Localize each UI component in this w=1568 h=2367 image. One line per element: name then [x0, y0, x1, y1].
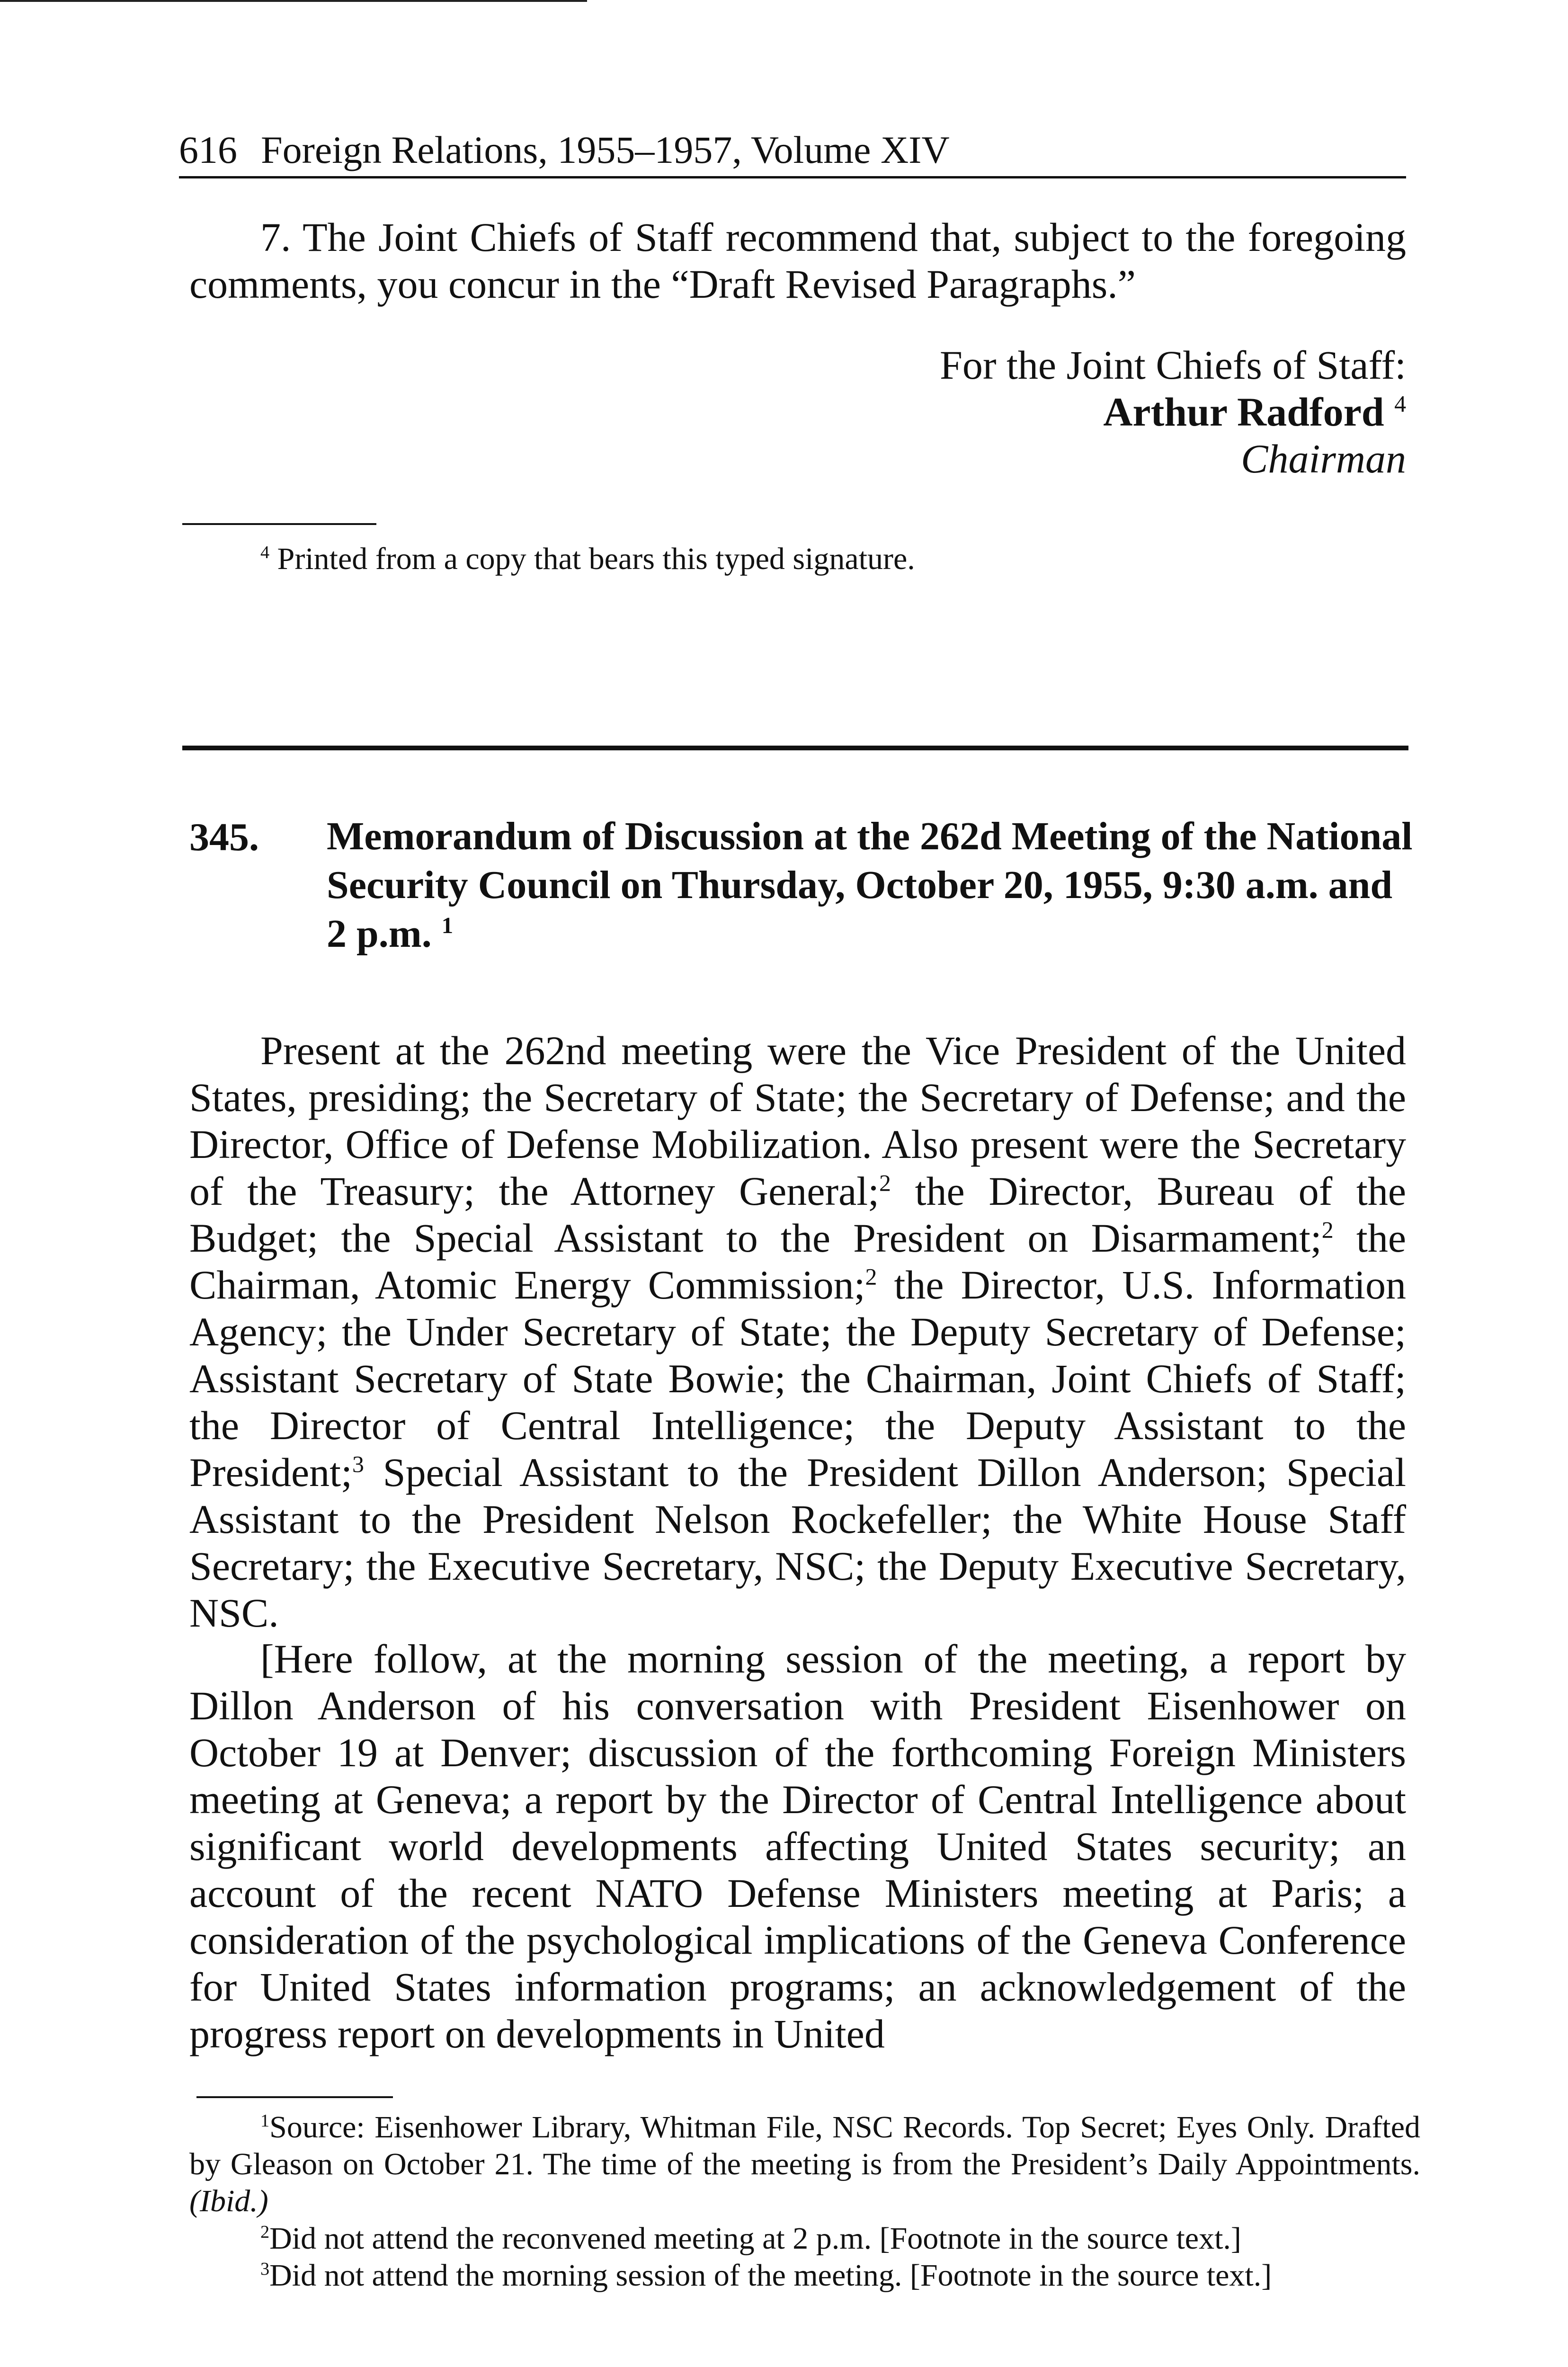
- footnote-text: Did not attend the morning session of the meeting. [Footnote in the source text.]: [269, 2258, 1272, 2293]
- footnote-1: [189, 2109, 1420, 2220]
- footnote-rule: [182, 523, 376, 525]
- document-number: 345.: [189, 815, 259, 859]
- footnote-rule: [196, 2096, 393, 2098]
- footnote-marker: 1: [260, 2111, 270, 2131]
- running-header: [179, 124, 1406, 178]
- footnote-marker: 3: [260, 2259, 270, 2279]
- footnote-text: Printed from a copy that bears this typed signature.: [277, 542, 915, 576]
- text-run: the Director, U.S. Information Agency; the Under Secretary of State; the Deputy Secretary of Defense; Assistant Secretary of State Bowie; the Chairman, Joint Chiefs of Staff; the Director of Central Intelligence; the Deputy Assistant to the President;: [189, 1262, 1406, 1495]
- footnote-marker: 2: [260, 2222, 270, 2242]
- document-title-text: Memorandum of Discussion at the 262d Meeting of the National Security Council on Thursday, October 20, 1955, 9:30 a.m. and 2 p.m.: [327, 814, 1413, 956]
- footnote-marker: 4: [260, 543, 270, 562]
- footnote-ref: 2: [879, 1170, 891, 1196]
- footnote-text: Source: Eisenhower Library, Whitman File, NSC Records. Top Secret; Eyes Only. Drafted by Gleason on October 21. The time of the meeting is from the President’s Daily Appointments.: [189, 2110, 1420, 2181]
- footnote-2: [189, 2220, 1420, 2257]
- scan-edge-rule: [0, 0, 587, 2]
- footnote-ref: 1: [441, 913, 454, 938]
- document-title: [327, 812, 1416, 958]
- text-run: [Here follow, at the morning session of the meeting, a report by Dillon Anderson of his conversation with President Eisenhower on October 19 at Denver; discussion of the forthcoming Foreign Ministers meeting at Geneva; a report by the Director of Central Intelligence about significant world developments affecting United States security; an account of the recent NATO Defense Ministers meeting at Paris; a consideration of the psychological implications of the Geneva Conference for United States information programs; an acknowledgement of the progress report on developments in United: [189, 1636, 1406, 2056]
- footnote-ref: 4: [1394, 391, 1406, 417]
- running-title: Foreign Relations, 1955–1957, Volume XIV: [261, 128, 950, 171]
- footnote-ref: 2: [865, 1264, 877, 1290]
- paragraph-7: [189, 214, 1406, 308]
- bracketed-summary-paragraph: [189, 1636, 1406, 2057]
- text-run: the Director, Bureau of the Budget; the Special Assistant to the President on Disarmament;: [189, 1168, 1406, 1261]
- signature-block: [940, 342, 1406, 482]
- footnote-3: [189, 2257, 1420, 2294]
- attendance-paragraph: [189, 1027, 1406, 1637]
- text-run: Present at the 262nd meeting were the Vice President of the United States, presiding; the Secretary of State; the Secretary of Defense; and the Director, Office of Defense Mobilization. Also present were the Secretary of the Treasury; the Attorney General;: [189, 1028, 1406, 1214]
- signer-title: Chairman: [1241, 436, 1406, 481]
- footnote-4: [189, 541, 1420, 578]
- footnote-ibid: (Ibid.): [189, 2184, 268, 2218]
- signoff-line: For the Joint Chiefs of Staff:: [940, 342, 1406, 388]
- signer-name: Arthur Radford: [1103, 389, 1384, 435]
- text-run: Special Assistant to the President Dillon Anderson; Special Assistant to the President Nelson Rockefeller; the White House Staff Secretary; the Executive Secretary, NSC; the Deputy Executive Secretary, NSC.: [189, 1450, 1406, 1636]
- signer-line: [940, 389, 1406, 436]
- paragraph-7-text: 7. The Joint Chiefs of Staff recommend that, subject to the foregoing comments, you concur in the “Draft Revised Paragraphs.”: [189, 214, 1406, 307]
- footnote-text: Did not attend the reconvened meeting at 2 p.m. [Footnote in the source text.]: [269, 2221, 1241, 2256]
- section-divider: [182, 746, 1408, 750]
- footnote-ref: 3: [352, 1451, 364, 1477]
- page-number: 616: [179, 128, 237, 171]
- footnote-ref: 2: [1321, 1217, 1334, 1243]
- text-run: the Chairman, Atomic Energy Commission;: [189, 1215, 1406, 1308]
